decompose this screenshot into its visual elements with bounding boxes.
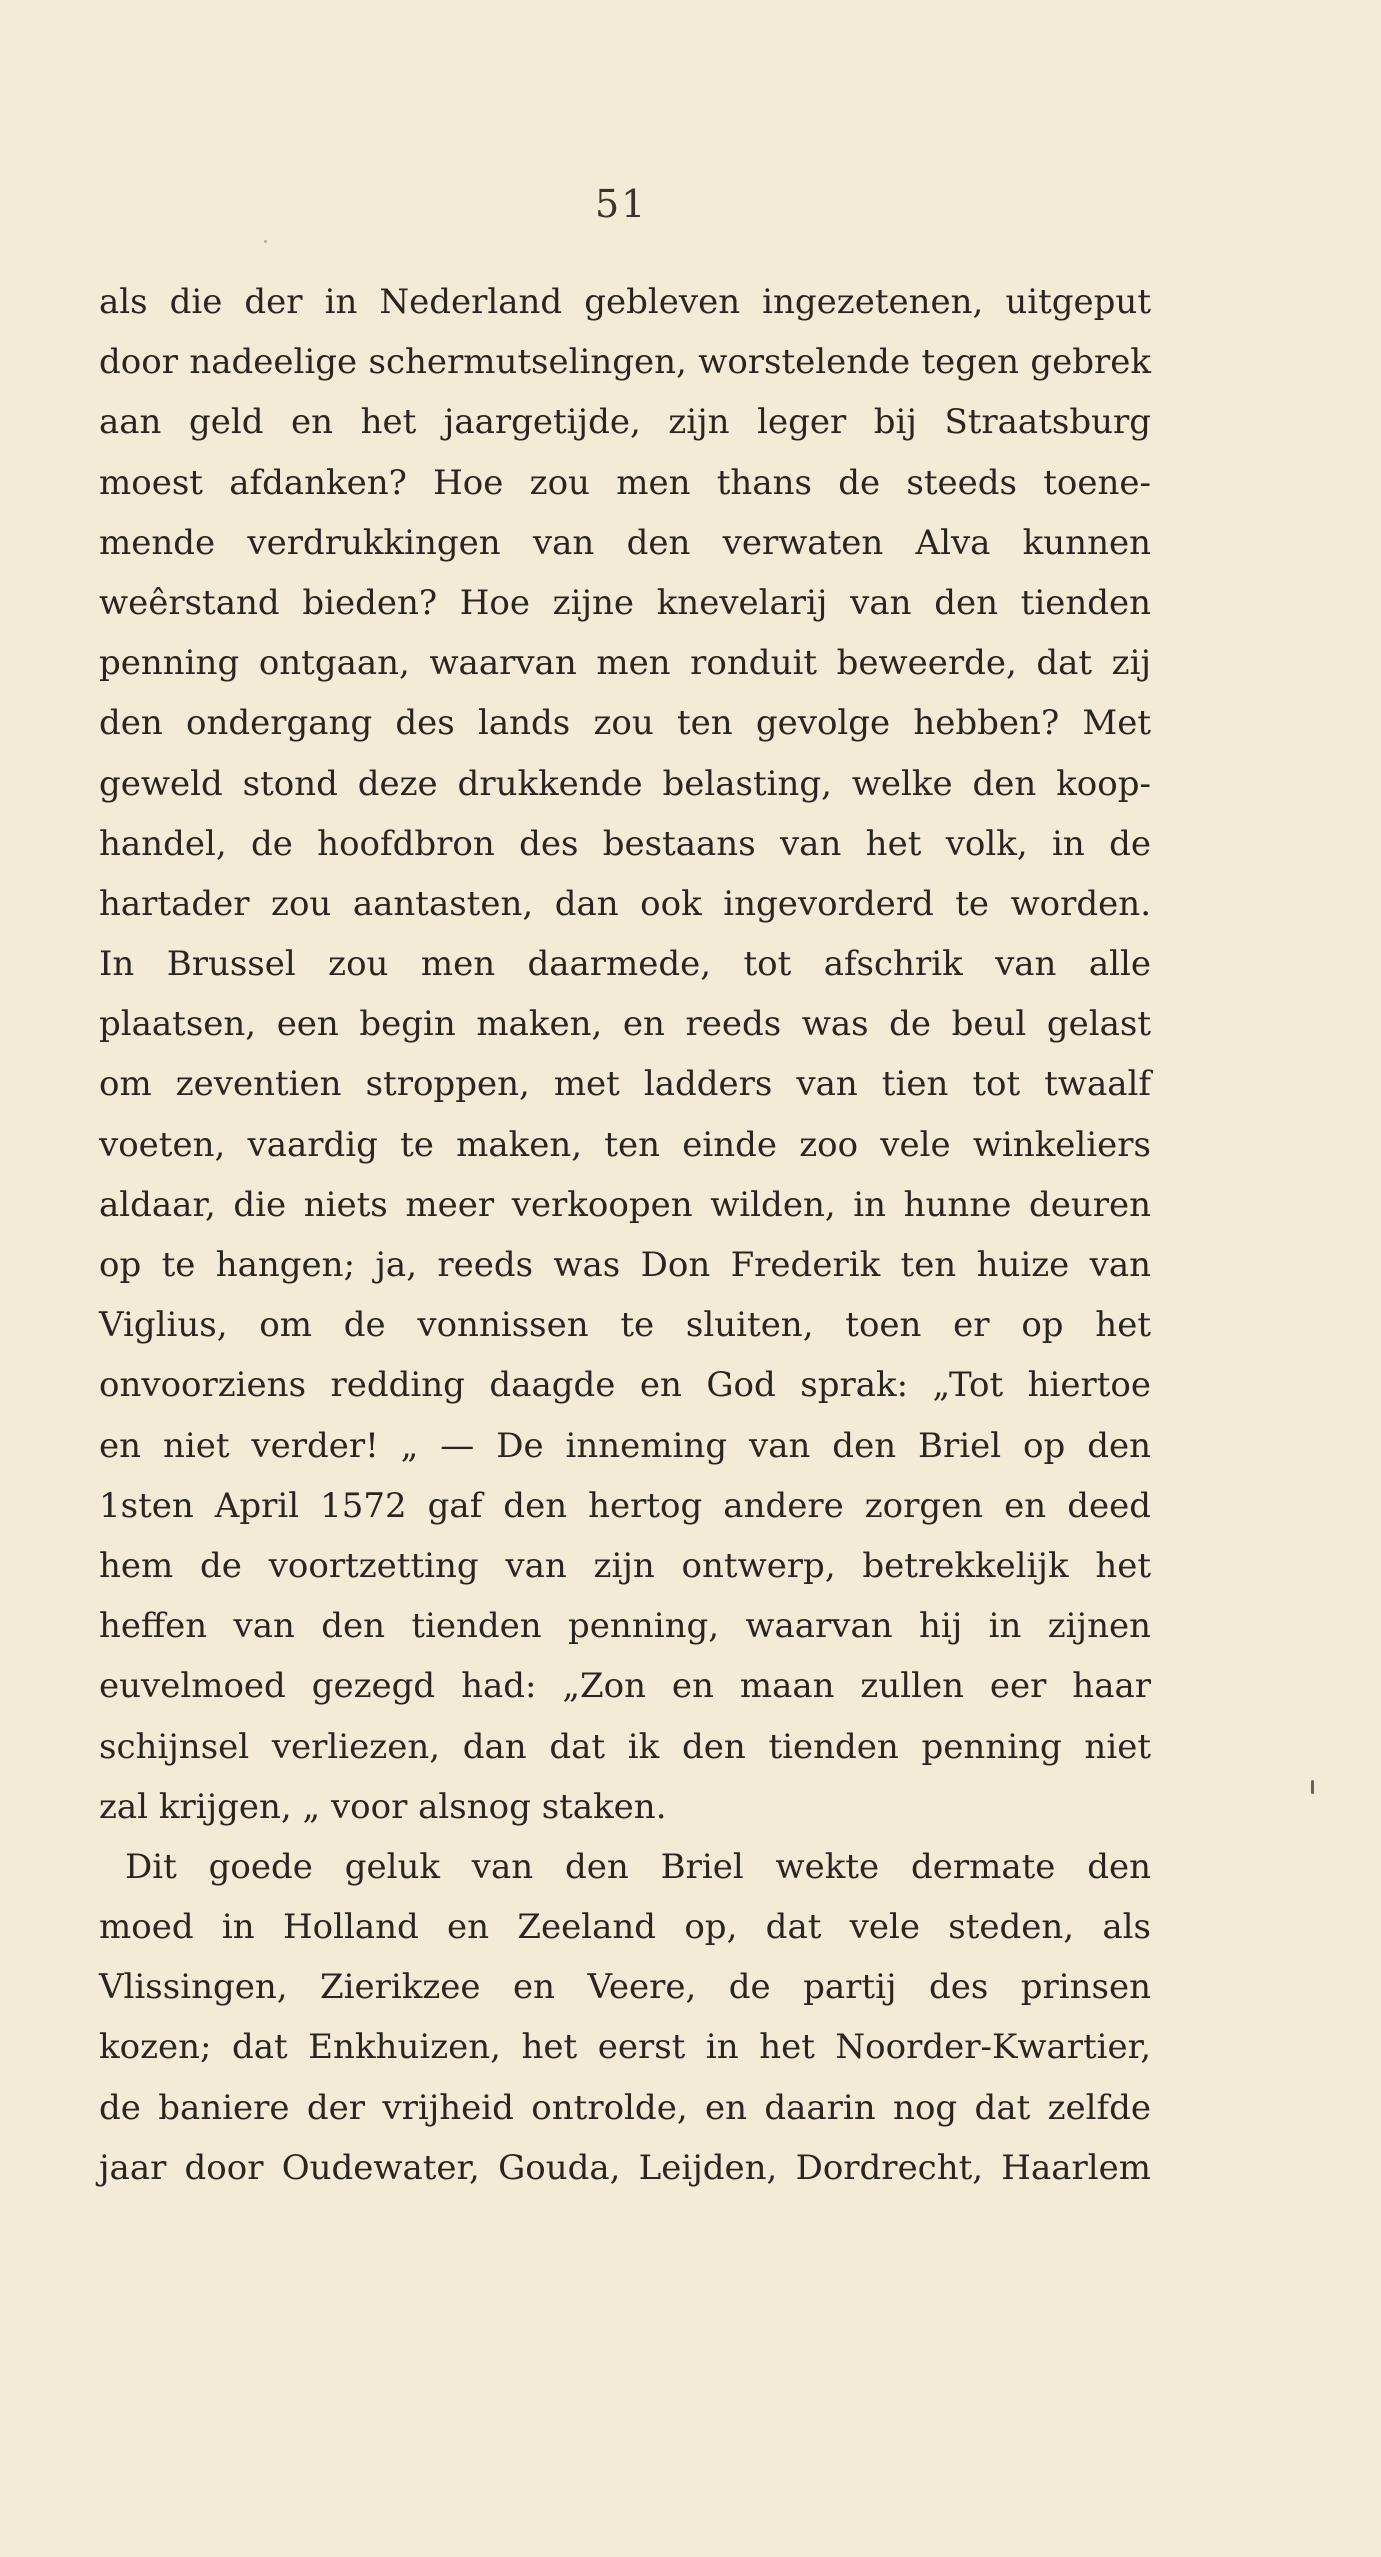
text-line: handel, de hoofdbron des bestaans van het volk, in de [99, 823, 1151, 864]
text-line: hartader zou aantasten, dan ook ingevorderd te worden. [99, 883, 1151, 924]
text-line: aldaar, die niets meer verkoopen wilden, in hunne deuren [99, 1184, 1151, 1225]
paper-speck [264, 240, 267, 243]
text-line: den ondergang des lands zou ten gevolge hebben? Met [99, 703, 1151, 744]
text-line: jaar door Oudewater, Gouda, Leijden, Dordrecht, Haarlem [99, 2147, 1151, 2188]
text-line: om zeventien stroppen, met ladders van tien tot twaalf [99, 1064, 1151, 1105]
text-line: zal krijgen, „ voor alsnog staken. [99, 1786, 667, 1827]
page-number: 51 [595, 182, 648, 226]
text-line: aan geld en het jaargetijde, zijn leger bij Straatsburg [99, 402, 1151, 443]
text-line: Vlissingen, Zierikzee en Veere, de partij des prinsen [99, 1967, 1151, 2008]
text-line: door nadeelige schermutselingen, worstelende tegen gebrek [99, 342, 1151, 383]
text-line: voeten, vaardig te maken, ten einde zoo vele winkeliers [99, 1124, 1151, 1165]
text-line: moest afdanken? Hoe zou men thans de steeds toene- [99, 462, 1151, 503]
text-line: 1sten April 1572 gaf den hertog andere zorgen en deed [99, 1485, 1151, 1526]
text-line: onvoorziens redding daagde en God sprak: „Tot hiertoe [99, 1365, 1151, 1406]
text-line: geweld stond deze drukkende belasting, welke den koop- [99, 763, 1151, 804]
text-line: als die der in Nederland gebleven ingezetenen, uitgeput [99, 282, 1151, 322]
paragraph-first-line: Dit goede geluk van den Briel wekte dermate den [125, 1846, 1151, 1887]
text-line: hem de voortzetting van zijn ontwerp, betrekkelijk het [99, 1545, 1151, 1586]
text-line: mende verdrukkingen van den verwaten Alva kunnen [99, 522, 1151, 563]
body-text [99, 272, 1151, 2198]
text-line: weêrstand bieden? Hoe zijne knevelarij van den tienden [99, 582, 1151, 623]
text-line: plaatsen, een begin maken, en reeds was de beul gelast [99, 1004, 1151, 1045]
text-line: en niet verder! „ — De inneming van den Briel op den [99, 1425, 1151, 1466]
text-line: In Brussel zou men daarmede, tot afschrik van alle [99, 944, 1151, 985]
text-line: schijnsel verliezen, dan dat ik den tienden penning niet [99, 1726, 1151, 1767]
text-line: euvelmoed gezegd had: „Zon en maan zullen eer haar [99, 1666, 1151, 1707]
text-line: kozen; dat Enkhuizen, het eerst in het Noorder-Kwartier, [99, 2027, 1151, 2068]
text-line: de baniere der vrijheid ontrolde, en daarin nog dat zelfde [99, 2087, 1151, 2128]
text-line: moed in Holland en Zeeland op, dat vele steden, als [99, 1907, 1151, 1948]
text-line: op te hangen; ja, reeds was Don Frederik ten huize van [99, 1245, 1151, 1285]
text-line: Viglius, om de vonnissen te sluiten, toen er op het [99, 1305, 1151, 1346]
text-line: heffen van den tienden penning, waarvan hij in zijnen [99, 1606, 1151, 1647]
text-line: penning ontgaan, waarvan men ronduit beweerde, dat zij [99, 643, 1151, 684]
paper-speck [1311, 1780, 1314, 1794]
